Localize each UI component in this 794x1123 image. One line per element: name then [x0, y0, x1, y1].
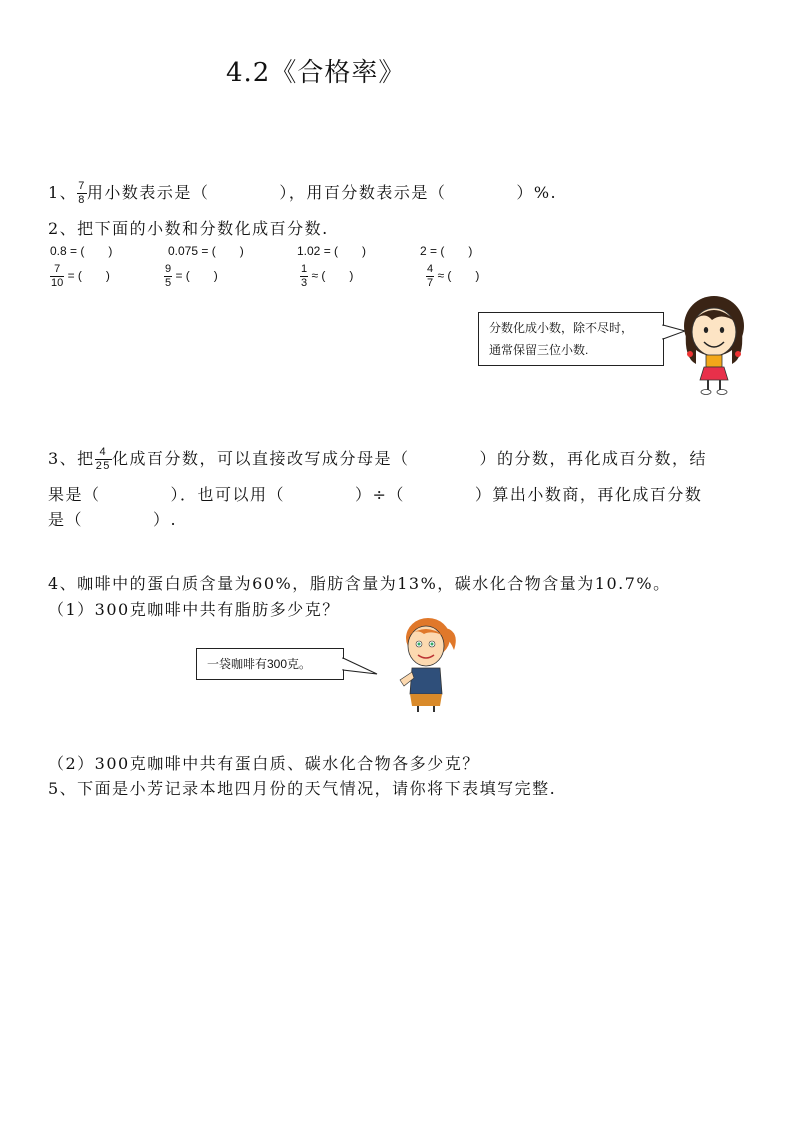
question-1-text: 用小数表示是（ ），用百分数表示是（ ）%.: [86, 183, 558, 202]
tip-line-2: 通常保留三位小数.: [489, 343, 589, 357]
coffee-bubble-pointer: [343, 658, 383, 678]
fraction: [426, 264, 434, 289]
answer-blank: ≈ ( ): [437, 268, 480, 283]
question-1: [48, 180, 557, 206]
tip-bubble: [478, 312, 664, 366]
fraction: [50, 264, 64, 289]
question-3-line-3: 是（ ）.: [48, 510, 178, 529]
fraction-denominator: 8: [78, 194, 86, 206]
answer-blank: = ( ): [67, 268, 110, 283]
fraction-7-8: [77, 181, 87, 206]
fraction: [164, 264, 172, 289]
q2-item-2: 0.075 = ( ): [168, 244, 244, 258]
q2-item-1: 0.8 = ( ): [50, 244, 113, 258]
question-1-number: 1、: [48, 183, 78, 202]
fraction-denominator: 10: [51, 277, 64, 289]
question-3-text-1: 化成百分数，可以直接改写成分母是（ ）的分数，再化成百分数，结: [111, 449, 707, 468]
fraction-denominator: 5: [165, 277, 172, 289]
page-title: 4.2《合格率》: [226, 58, 406, 88]
question-2: 2、把下面的小数和分数化成百分数.: [48, 219, 329, 238]
fraction-4-25: [95, 447, 112, 472]
answer-blank: = ( ): [175, 268, 218, 283]
question-5: 5、下面是小芳记录本地四月份的天气情况，请你将下表填写完整.: [48, 779, 557, 798]
q2-frac-item-1: [50, 264, 110, 289]
fraction-numerator: 1: [301, 263, 308, 275]
question-3-line-1: [48, 446, 707, 472]
q2-frac-item-2: [164, 264, 218, 289]
question-4-sub-2: （2）300克咖啡中共有蛋白质、碳水化合物各多少克？: [48, 754, 480, 773]
q2-item-3: 1.02 = ( ): [297, 244, 367, 258]
answer-blank: ≈ ( ): [311, 268, 354, 283]
boy-illustration: [396, 614, 466, 714]
fraction-numerator: 4: [99, 446, 108, 458]
fraction-numerator: 4: [427, 263, 434, 275]
fraction-numerator: 9: [165, 263, 172, 275]
fraction-denominator: 25: [95, 460, 111, 472]
tip-line-1: 分数化成小数，除不尽时，: [489, 321, 634, 335]
fraction: [300, 264, 308, 289]
question-4-sub-1: （1）300克咖啡中共有脂肪多少克？: [48, 600, 340, 619]
fraction-denominator: 3: [301, 277, 308, 289]
fraction-numerator: 7: [78, 180, 86, 192]
question-3-line-2: 果是（ ）．也可以用（ ）÷（ ）算出小数商，再化成百分数: [48, 485, 703, 504]
question-3-number: 3、把: [48, 449, 95, 468]
q2-item-4: 2 = ( ): [420, 244, 473, 258]
fraction-denominator: 7: [427, 277, 434, 289]
q2-frac-item-3: [300, 264, 353, 289]
coffee-bubble: 一袋咖啡有300克。: [196, 648, 344, 680]
question-4: 4、咖啡中的蛋白质含量为60%，脂肪含量为13%，碳水化合物含量为10.7%。: [48, 574, 671, 593]
q2-frac-item-4: [426, 264, 479, 289]
girl-illustration: [682, 296, 752, 396]
fraction-numerator: 7: [54, 263, 61, 275]
